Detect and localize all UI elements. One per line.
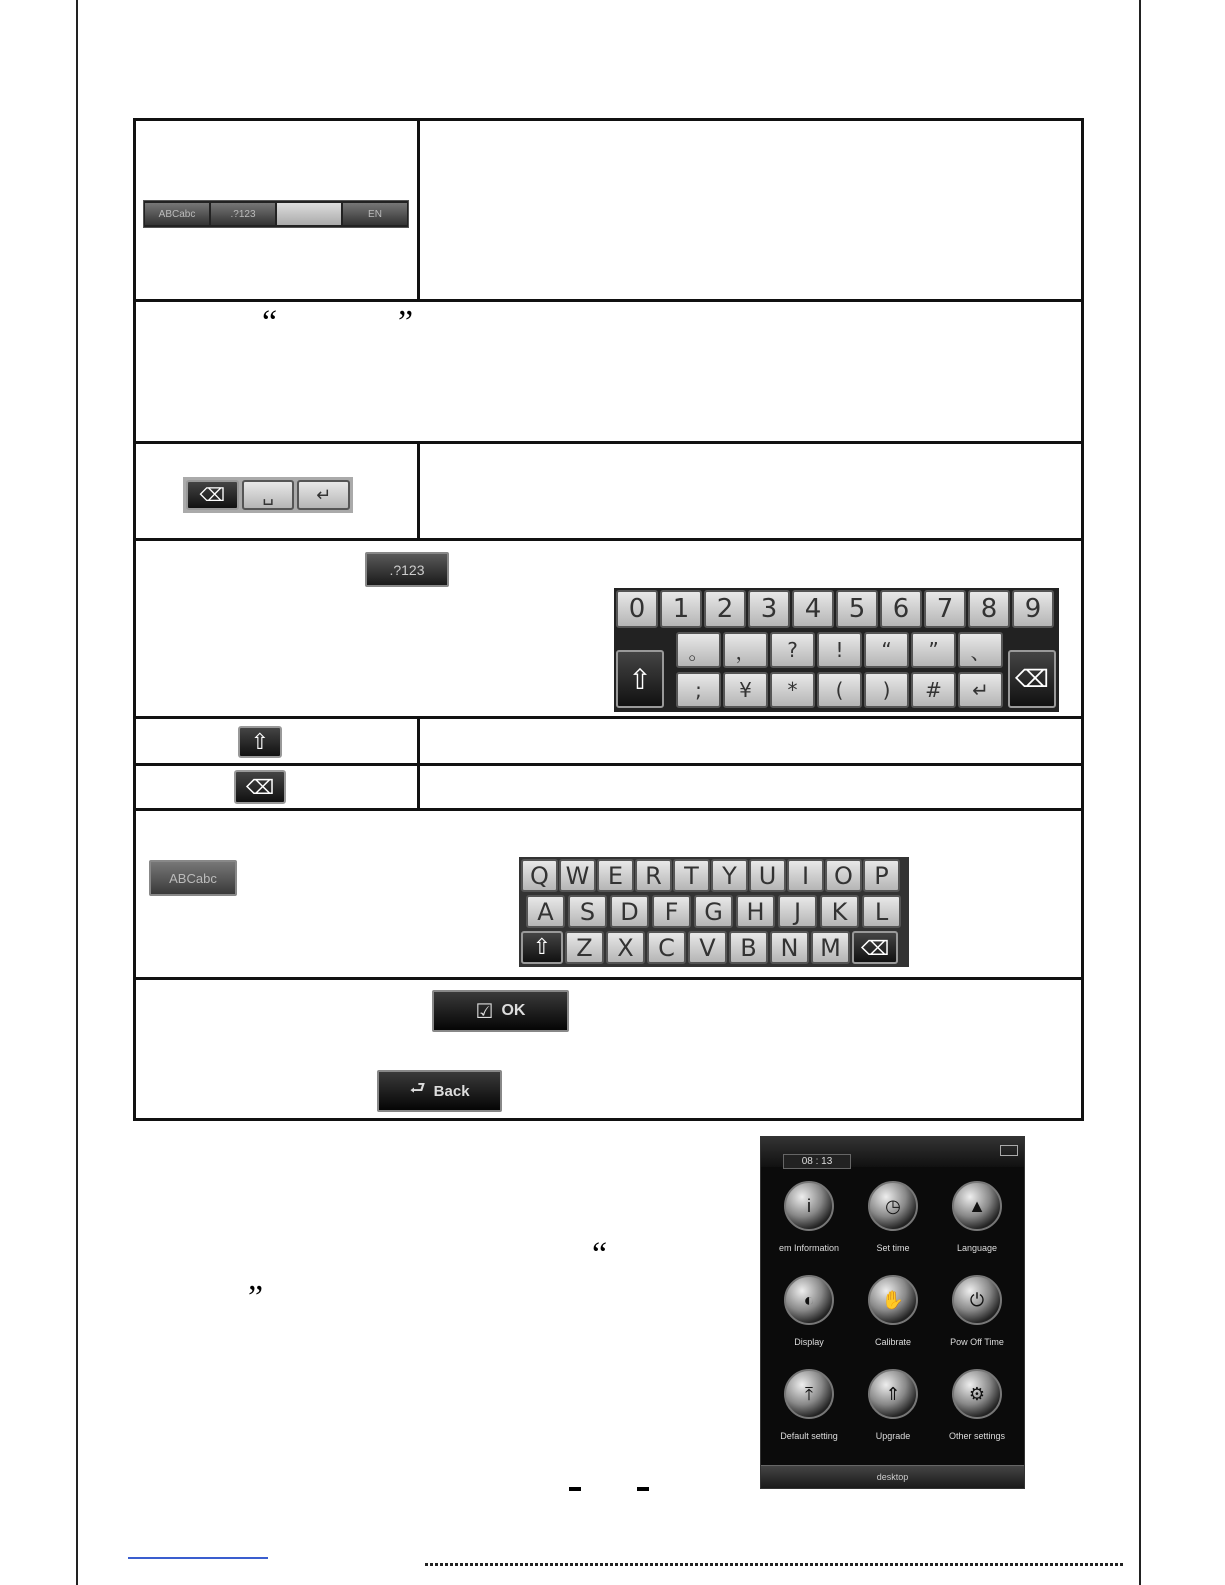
key-g[interactable]: G (694, 895, 733, 928)
tab-num[interactable]: .?123 (211, 203, 275, 225)
column-divider (417, 441, 420, 540)
num-row-2 (676, 632, 1003, 668)
gear-icon: ⚙ (952, 1369, 1002, 1419)
key-m[interactable]: M (811, 931, 850, 964)
display-icon: ◐ (784, 1275, 834, 1325)
key-f[interactable]: F (652, 895, 691, 928)
num-shift-key[interactable]: ⇧ (616, 650, 664, 708)
setting-label: Set time (876, 1243, 910, 1253)
back-label: Back (433, 1082, 470, 1100)
open-quote: “ (262, 304, 278, 341)
key-close-quote[interactable]: ” (911, 632, 956, 668)
key-1[interactable]: 1 (660, 590, 702, 628)
letter-shift-key[interactable]: ⇧ (521, 931, 563, 964)
key-semicolon[interactable]: ; (676, 672, 721, 708)
key-hash[interactable]: # (911, 672, 956, 708)
upgrade-icon: ⇑ (868, 1369, 918, 1419)
page-dash-left (569, 1487, 581, 1491)
abc-mode-button[interactable]: ABCabc (149, 860, 237, 896)
setting-power-off-time[interactable] (935, 1271, 1019, 1365)
key-y[interactable]: Y (711, 859, 748, 892)
space-key[interactable]: ␣ (242, 480, 295, 510)
key-o[interactable]: O (825, 859, 862, 892)
reset-icon: ⤒ (784, 1369, 834, 1419)
key-open-paren[interactable]: ( (817, 672, 862, 708)
close-quote-body: ” (248, 1279, 264, 1316)
letter-row-1 (521, 859, 900, 892)
key-9[interactable]: 9 (1012, 590, 1054, 628)
num-mode-button[interactable]: .?123 (365, 552, 449, 587)
key-close-paren[interactable]: ) (864, 672, 909, 708)
letter-keyboard (519, 857, 909, 967)
ok-button[interactable] (432, 990, 569, 1032)
letter-backspace-key[interactable]: ⌫ (852, 931, 898, 964)
tab-en[interactable]: EN (343, 203, 407, 225)
open-quote-body: “ (592, 1236, 608, 1273)
row-divider (133, 538, 1084, 541)
setting-default[interactable] (767, 1365, 851, 1459)
key-e[interactable]: E (597, 859, 634, 892)
desktop-button[interactable]: desktop (761, 1465, 1024, 1488)
key-p[interactable]: P (863, 859, 900, 892)
tab-abc[interactable]: ABCabc (145, 203, 209, 225)
setting-other[interactable] (935, 1365, 1019, 1459)
key-k[interactable]: K (820, 895, 859, 928)
key-exclaim[interactable]: ! (817, 632, 862, 668)
key-0[interactable]: 0 (616, 590, 658, 628)
key-question[interactable]: ? (770, 632, 815, 668)
setting-label: Display (794, 1337, 824, 1347)
key-i[interactable]: I (787, 859, 824, 892)
key-3[interactable]: 3 (748, 590, 790, 628)
key-s[interactable]: S (568, 895, 607, 928)
info-icon: i (784, 1181, 834, 1231)
enter-key[interactable]: ↵ (297, 480, 350, 510)
key-u[interactable]: U (749, 859, 786, 892)
key-7[interactable]: 7 (924, 590, 966, 628)
device-clock: 08 : 13 (783, 1154, 851, 1169)
num-backspace-key[interactable]: ⌫ (1008, 650, 1056, 708)
setting-calibrate[interactable] (851, 1271, 935, 1365)
key-c[interactable]: C (647, 931, 686, 964)
key-n[interactable]: N (770, 931, 809, 964)
ok-check-icon: ☑ (475, 1000, 494, 1023)
key-l[interactable]: L (862, 895, 901, 928)
letter-row-2 (526, 895, 901, 928)
setting-label: Upgrade (875, 1431, 911, 1441)
row-divider (133, 441, 1084, 444)
clock-icon: ◷ (868, 1181, 918, 1231)
row-divider (133, 977, 1084, 980)
num-row-1 (616, 590, 1054, 628)
close-quote: ” (398, 304, 414, 341)
power-icon: ⏻ (952, 1275, 1002, 1325)
num-row-3 (676, 672, 1003, 708)
setting-label: em Information (778, 1243, 840, 1253)
backspace-key[interactable]: ⌫ (186, 480, 239, 510)
setting-label: Calibrate (874, 1337, 912, 1347)
settings-grid (767, 1177, 1019, 1459)
setting-display[interactable] (767, 1271, 851, 1365)
key-open-quote[interactable]: “ (864, 632, 909, 668)
setting-set-time[interactable] (851, 1177, 935, 1271)
key-4[interactable]: 4 (792, 590, 834, 628)
shift-icon: ⇧ (238, 726, 282, 758)
setting-label: Pow Off Time (950, 1337, 1004, 1347)
page-right-rule (1139, 0, 1141, 1585)
row-divider (133, 716, 1084, 719)
footer-dotted-rule (425, 1563, 1125, 1566)
key-q[interactable]: Q (521, 859, 558, 892)
setting-label: Other settings (948, 1431, 1006, 1441)
setting-upgrade[interactable] (851, 1365, 935, 1459)
key-ideographic-comma[interactable]: 、 (958, 632, 1003, 668)
key-yen[interactable]: ¥ (723, 672, 768, 708)
page-left-rule (76, 0, 78, 1585)
column-divider (417, 716, 420, 810)
key-8[interactable]: 8 (968, 590, 1010, 628)
hand-icon: ✋ (868, 1275, 918, 1325)
back-arrow-icon: ⮐ (409, 1078, 426, 1098)
key-w[interactable]: W (559, 859, 596, 892)
backspace-icon: ⌫ (234, 770, 286, 804)
key-a[interactable]: A (526, 895, 565, 928)
device-status-bar (761, 1137, 1024, 1167)
key-period[interactable]: 。 (676, 632, 721, 668)
key-b[interactable]: B (729, 931, 768, 964)
device-settings-screen (760, 1136, 1025, 1489)
ok-label: OK (501, 1002, 526, 1019)
number-keyboard (614, 588, 1059, 712)
key-t[interactable]: T (673, 859, 710, 892)
tab-active[interactable] (277, 203, 341, 225)
key-comma[interactable]: ， (723, 632, 768, 668)
key-j[interactable]: J (778, 895, 817, 928)
language-icon: ▲ (952, 1181, 1002, 1231)
key-h[interactable]: H (736, 895, 775, 928)
key-z[interactable]: Z (565, 931, 604, 964)
row-divider (133, 299, 1084, 302)
key-v[interactable]: V (688, 931, 727, 964)
key-enter[interactable]: ↵ (958, 672, 1003, 708)
letter-row-3 (521, 931, 898, 964)
edit-keys-strip (183, 477, 353, 513)
input-mode-tabs (143, 200, 409, 228)
setting-label: Default setting (780, 1431, 838, 1441)
key-6[interactable]: 6 (880, 590, 922, 628)
key-2[interactable]: 2 (704, 590, 746, 628)
column-divider (417, 118, 420, 301)
key-d[interactable]: D (610, 895, 649, 928)
page-dash-right (637, 1487, 649, 1491)
back-button[interactable] (377, 1070, 502, 1112)
setting-label: Language (956, 1243, 998, 1253)
battery-icon (1000, 1145, 1018, 1156)
key-r[interactable]: R (635, 859, 672, 892)
setting-system-info[interactable] (767, 1177, 851, 1271)
key-x[interactable]: X (606, 931, 645, 964)
footer-link-underline (128, 1557, 268, 1559)
key-5[interactable]: 5 (836, 590, 878, 628)
key-asterisk[interactable]: * (770, 672, 815, 708)
row-divider (133, 763, 1084, 766)
row-divider (133, 808, 1084, 811)
setting-language[interactable] (935, 1177, 1019, 1271)
